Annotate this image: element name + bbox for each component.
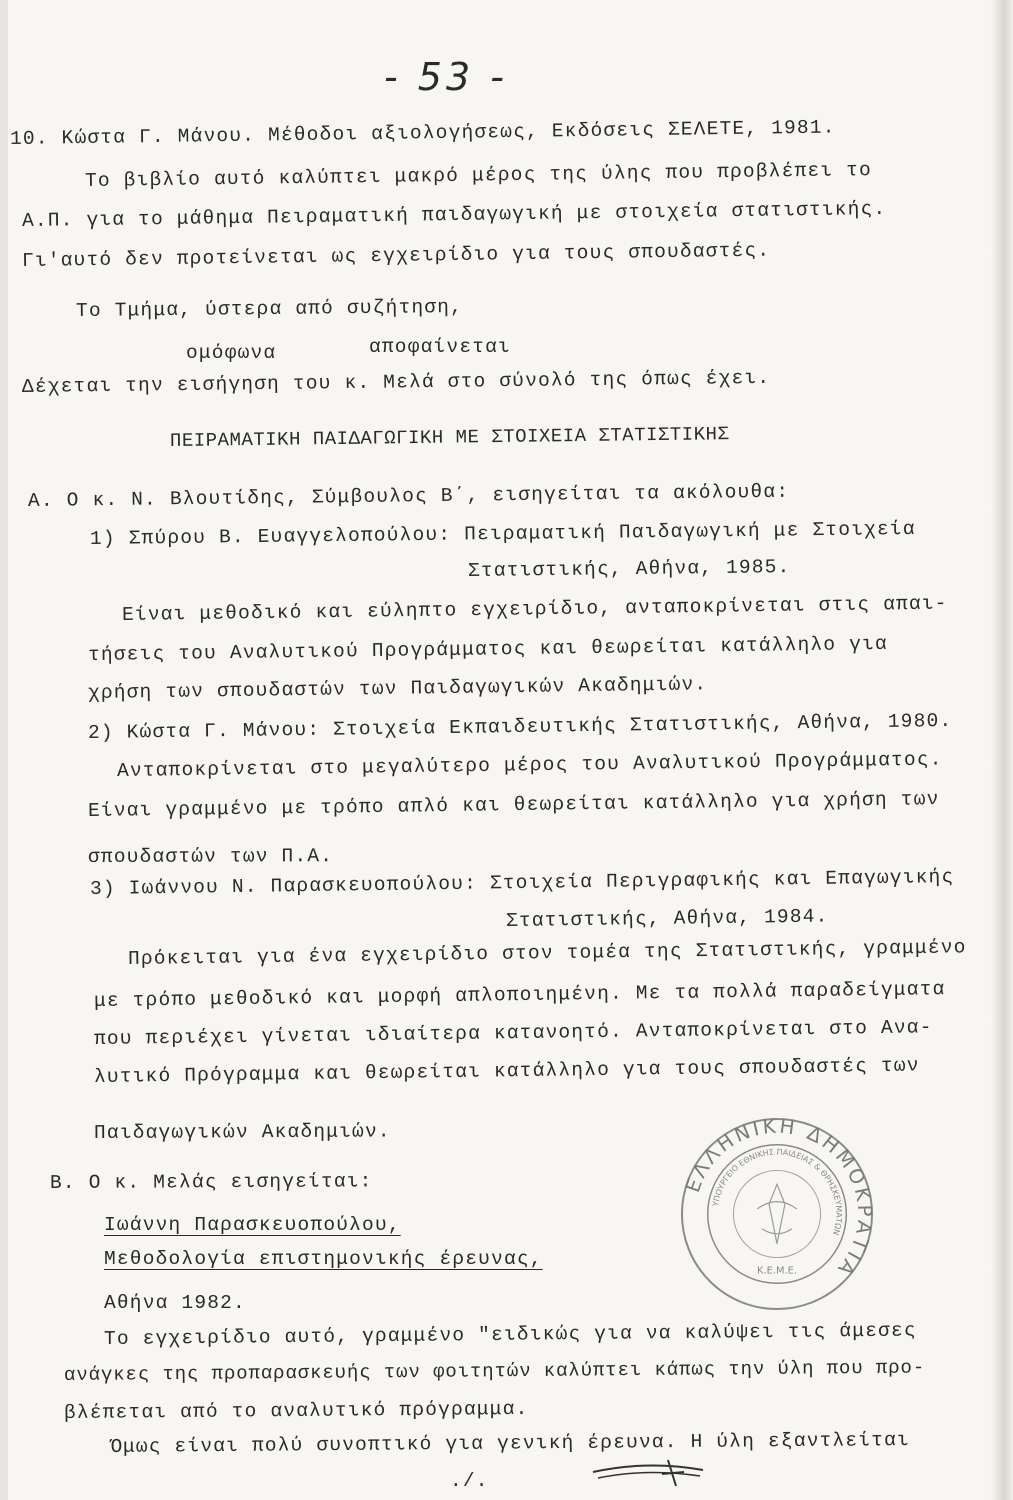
stamp-inner-text: ΥΠΟΥΡΓΕΙΟ ΕΘΝΙΚΗΣ ΠΑΙΔΕΙΑΣ & ΘΡΗΣΚΕΥΜΑΤΩΝ	[711, 1147, 844, 1237]
text-line: Το Τμήμα, ύστερα από συζήτηση,	[75, 295, 464, 322]
page-edge-right	[991, 0, 1013, 1500]
text-line: Το εγχειρίδιο αυτό, γραμμένο "ειδικώς για να καλύψει τις άμεσες	[103, 1319, 917, 1350]
page-edge-left	[0, 0, 8, 1500]
text-line: Είναι γραμμένο με τρόπο απλό και θεωρείται κατάλληλο για χρήση των	[87, 788, 940, 822]
official-stamp	[678, 1115, 876, 1313]
svg-text:ΥΠΟΥΡΓΕΙΟ ΕΘΝΙΚΗΣ ΠΑΙΔΕΙΑΣ & Θ	[711, 1148, 844, 1237]
text-line: με τρόπο μεθοδικό και μορφή απλοποιημένη. Με τα πολλά παραδείγματα	[93, 978, 946, 1012]
text-line: 1) Σπύρου Β. Ευαγγελοπούλου: Πειραματική Παιδαγωγική με Στοιχεία	[89, 517, 916, 550]
text-line: βλέπεται από το αναλυτικό πρόγραμμα.	[63, 1397, 529, 1424]
text-line: λυτικό Πρόγραμμα και θεωρείται κατάλληλο για τους σπουδαστές των	[93, 1054, 920, 1088]
text-line: Στατιστικής, Αθήνα, 1984.	[505, 905, 829, 932]
text-line: αποφαίνεται	[369, 336, 511, 358]
text-line: ανάγκες της προπαρασκευής των φοιτητών καλύπτει κάπως την ύλη που προ-	[63, 1356, 926, 1386]
continuation-mark: ./.	[450, 1470, 489, 1492]
text-line: που περιέχει γίνεται ιδιαίτερα κατανοητό. Ανταποκρίνεται στο Ανα-	[93, 1016, 933, 1050]
text-line: 10. Κώστα Γ. Μάνου. Μέθοδοι αξιολογήσεως, Εκδόσεις ΣΕΛΕΤΕ, 1981.	[9, 116, 836, 150]
stamp-outer-text: ΕΛΛΗΝΙΚΗ ΔΗΜΟΚΡΑΤΙΑ	[681, 1115, 876, 1282]
text-line: Το βιβλίο αυτό καλύπτει μακρό μέρος της ύλης που προβλέπει το	[84, 159, 873, 192]
text-line: ομόφωνα	[186, 342, 277, 364]
text-line: Αθήνα 1982.	[104, 1292, 246, 1314]
text-line: Πρόκειται για ένα εγχειρίδιο στον τομέα της Στατιστικής, γραμμένο	[127, 936, 967, 970]
text-line: σπουδαστών των Π.Α.	[87, 845, 334, 868]
text-line: Δέχεται την εισήγηση του κ. Μελά στο σύνολό της όπως έχει.	[21, 366, 771, 398]
text-line: Ανταποκρίνεται στο μεγαλύτερο μέρος του Αναλυτικού Προγράμματος.	[116, 748, 943, 782]
page-number: - 53 -	[384, 55, 508, 99]
text-line: Παιδαγωγικών Ακαδημιών.	[93, 1120, 391, 1144]
text-line: τήσεις του Αναλυτικού Προγράμματος και θεωρείται κατάλληλο για	[87, 632, 888, 666]
text-line: Α. Ο κ. Ν. Βλουτίδης, Σύμβουλος Β΄, εισηγείται τα ακόλουθα:	[27, 480, 790, 512]
text-line: Β. Ο κ. Μελάς εισηγείται:	[49, 1170, 373, 1194]
text-line: Στατιστικής, Αθήνα, 1985.	[467, 556, 791, 582]
text-line: χρήση των σπουδαστών των Παιδαγωγικών Ακαδημιών.	[87, 673, 708, 704]
stamp-emblem	[757, 1184, 797, 1243]
book-title: Μεθοδολογία επιστημονικής έρευνας,	[104, 1248, 543, 1270]
text-line: Α.Π. για το μάθημα Πειραματική παιδαγωγική με στοιχεία στατιστικής.	[21, 197, 887, 232]
text-line: Γι'αυτό δεν προτείνεται ως εγχειρίδιο για τους σπουδαστές.	[21, 239, 771, 272]
handwritten-mark	[588, 1452, 708, 1492]
text-line: Είναι μεθοδικό και εύληπτο εγχειρίδιο, ανταποκρίνεται στις απαι-	[121, 592, 948, 626]
stamp-bottom-text: Κ.Ε.Μ.Ε.	[756, 1265, 798, 1277]
book-author: Ιωάννη Παρασκευοπούλου,	[104, 1214, 401, 1236]
svg-text:ΕΛΛΗΝΙΚΗ ΔΗΜΟΚΡΑΤΙΑ	[681, 1115, 876, 1282]
text-line: 2) Κώστα Γ. Μάνου: Στοιχεία Εκπαιδευτικής Στατιστικής, Αθήνα, 1980.	[87, 709, 953, 744]
section-heading: ΠΕΙΡΑΜΑΤΙΚΗ ΠΑΙΔΑΓΩΓΙΚΗ ΜΕ ΣΤΟΙΧΕΙΑ ΣΤΑΤΙΣΤΙΚΗΣ	[169, 423, 730, 452]
text-line: Όμως είναι πολύ συνοπτικό για γενική έρευνα. Η ύλη εξαντλείται	[109, 1429, 910, 1458]
text-line: 3) Ιωάννου Ν. Παρασκευοπούλου: Στοιχεία Περιγραφικής και Επαγωγικής	[89, 865, 955, 900]
